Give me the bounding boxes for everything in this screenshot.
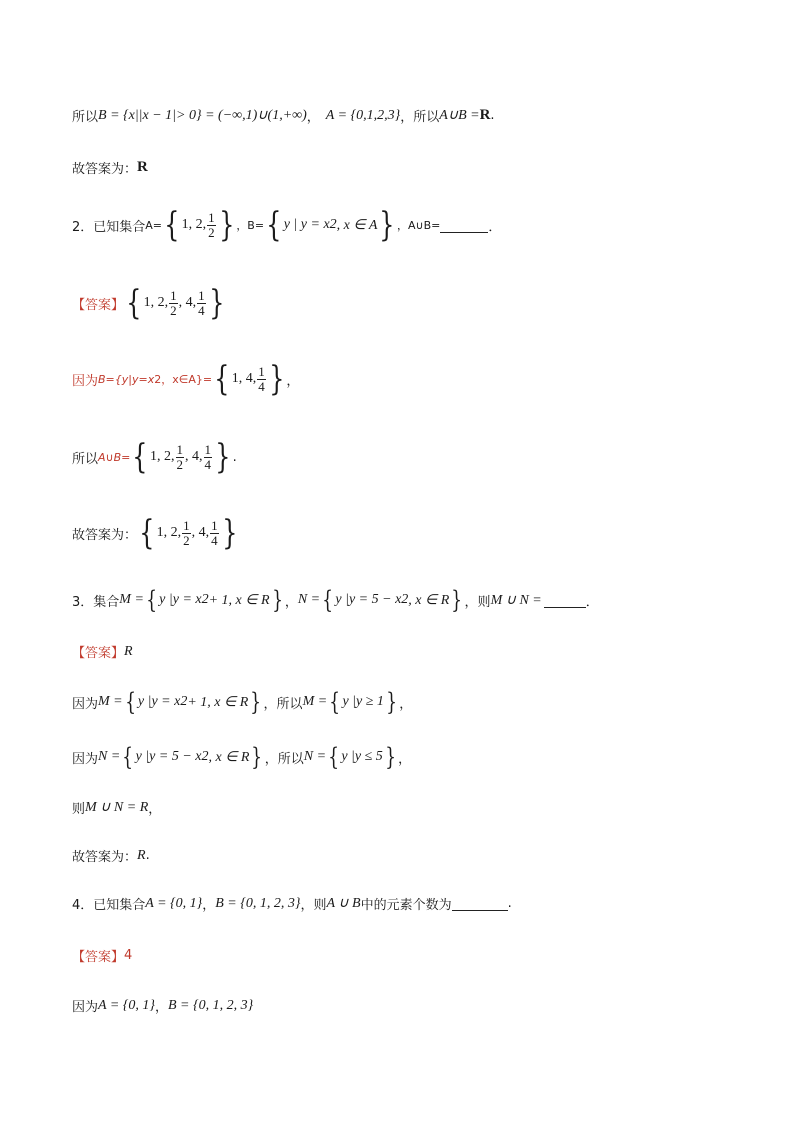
answer-value: 4 <box>124 948 133 963</box>
math-expression: 1, 2, <box>143 295 169 310</box>
text: 故答案为： <box>72 527 138 543</box>
brace: { <box>266 205 282 245</box>
question-2 <box>72 205 502 245</box>
answer-tag: 【答案】 <box>72 950 125 965</box>
math-expression: + 1, x ∈ R <box>187 694 249 710</box>
brace: { <box>146 586 157 614</box>
text: ， <box>148 802 162 817</box>
answer-blank <box>452 896 508 911</box>
fraction: $\frac{1}{2}$ <box>208 209 215 240</box>
text: ， <box>154 1000 168 1015</box>
text: ， <box>399 696 413 712</box>
math-expression: A = {0,1,2,3} <box>325 107 401 123</box>
math-expression: M = <box>119 592 144 607</box>
math-expression: M = <box>98 694 123 709</box>
superscript: 2 <box>201 592 209 607</box>
math-expression: B = {x||x − 1|> 0} = (−∞,1)∪(1,+∞) <box>98 108 307 123</box>
superscript: 2 <box>180 694 188 709</box>
question-3 <box>72 588 599 612</box>
math-expression: y |y = x <box>159 592 202 607</box>
text: . <box>145 848 150 863</box>
reason-3b <box>72 745 411 769</box>
brace: { <box>328 743 340 771</box>
text: ， <box>202 898 216 913</box>
math-expression: y |y ≥ 1 <box>342 694 384 709</box>
math-expression: , 4, <box>191 525 210 540</box>
text: ，所以 <box>264 751 304 767</box>
brace: { <box>126 283 142 323</box>
brace: } <box>221 513 238 553</box>
text: ，则 <box>464 594 491 610</box>
answer-tag: 【答案】 <box>72 646 125 661</box>
math-expression: R <box>124 643 133 659</box>
reason-4 <box>72 996 253 1015</box>
math-expression: 1, 2, <box>150 449 175 464</box>
math-expression: , x ∈ R <box>408 592 450 608</box>
math-expression: y |y = 5 − x <box>135 749 202 764</box>
text: ． <box>585 594 599 610</box>
math-expression: R <box>137 159 148 175</box>
brace: { <box>132 437 148 477</box>
brace: { <box>214 359 230 399</box>
math-expression: M ∪ N = R <box>85 800 149 815</box>
math-expression: , x ∈ R <box>208 749 250 765</box>
fraction: $\frac{1}{4}$ <box>204 441 211 472</box>
math-expression: N = <box>303 749 327 764</box>
text: 则 <box>72 802 86 817</box>
reason-3a <box>72 690 412 714</box>
math-expression: y | y = x <box>283 217 330 232</box>
text: 故答案为： <box>72 162 138 177</box>
text: ，所以 <box>263 696 303 712</box>
answer-3 <box>72 642 133 661</box>
math-expression: A = {0, 1} <box>145 895 203 911</box>
fraction: $\frac{1}{4}$ <box>211 517 218 548</box>
answer-4 <box>72 946 132 965</box>
math-expression: N = <box>297 592 321 607</box>
solution-line-1 <box>72 106 495 125</box>
text: ． <box>488 219 502 235</box>
fraction: $\frac{1}{2}$ <box>170 287 177 318</box>
text: 中的元素个数为 <box>360 898 452 913</box>
text: . <box>232 449 237 465</box>
question-4 <box>72 894 512 913</box>
math-expression: 1, 4, <box>231 371 257 386</box>
math-expression: A = {0, 1} <box>98 997 155 1013</box>
superscript: 2 <box>154 372 162 386</box>
brace: } <box>208 283 225 323</box>
text: 所以 <box>72 110 99 125</box>
brace: } <box>250 688 262 716</box>
question-number: 2．已知集合 <box>72 219 146 235</box>
math-expression: B = {0, 1, 2, 3} <box>167 997 254 1013</box>
brace: { <box>124 688 136 716</box>
text: ， <box>286 373 300 389</box>
math-expression: B={y|y=x <box>98 372 155 386</box>
text: . <box>507 896 512 911</box>
answer-2 <box>72 283 226 323</box>
text: 因为 <box>72 751 99 767</box>
math-expression: M = <box>302 694 328 709</box>
superscript: 2 <box>401 592 409 607</box>
fraction: $\frac{1}{2}$ <box>176 441 183 472</box>
fraction: $\frac{1}{2}$ <box>183 517 190 548</box>
text: . <box>490 108 495 123</box>
question-number: 4．已知集合 <box>72 898 146 913</box>
math-expression: N = <box>98 749 121 764</box>
math-expression: ，x∈A}= <box>161 373 213 386</box>
math-expression: , x ∈ A <box>336 217 378 233</box>
solution-2 <box>72 437 237 477</box>
final-answer-3 <box>72 846 150 865</box>
text: 因为 <box>72 373 99 389</box>
math-expression: B = {0, 1, 2, 3} <box>215 895 301 911</box>
final-answer-2 <box>72 513 239 553</box>
text: ， <box>284 594 298 610</box>
text: A= <box>145 218 163 232</box>
final-answer-line-1 <box>72 158 148 177</box>
text: ， <box>398 751 412 767</box>
text: ，所以 <box>400 110 440 125</box>
brace: { <box>329 688 341 716</box>
brace: } <box>218 205 235 245</box>
brace: } <box>251 743 263 771</box>
text: 因为 <box>72 1000 99 1015</box>
fraction: $\frac{1}{4}$ <box>198 287 205 318</box>
math-expression: M ∪ N = <box>490 592 542 608</box>
math-expression: y |y = 5 − x <box>335 592 402 607</box>
math-expression: y |y ≤ 5 <box>341 749 383 764</box>
math-expression: A∪B= <box>98 450 131 464</box>
question-number: 3．集合 <box>72 594 120 610</box>
brace: } <box>268 359 285 399</box>
text: ，A∪B= <box>397 219 441 232</box>
text: 所以 <box>72 451 99 467</box>
brace: { <box>164 205 180 245</box>
brace: { <box>122 743 134 771</box>
reason-2 <box>72 359 300 399</box>
answer-blank <box>440 218 488 233</box>
math-expression: + 1, x ∈ R <box>208 592 270 608</box>
math-expression: R <box>479 107 491 123</box>
brace: } <box>379 205 395 245</box>
text: ，则 <box>300 898 327 913</box>
text: ， <box>306 110 320 125</box>
fraction: $\frac{1}{4}$ <box>258 363 265 394</box>
brace: { <box>322 586 334 614</box>
brace: } <box>451 586 463 614</box>
superscript: 2 <box>329 217 337 232</box>
brace: } <box>386 688 397 716</box>
math-expression: 1, 2, <box>181 217 207 232</box>
text: ，B= <box>236 219 265 232</box>
math-expression: y |y = x <box>137 694 181 709</box>
math-expression: , 4, <box>185 449 203 464</box>
text: 因为 <box>72 696 99 712</box>
brace: } <box>385 743 396 771</box>
math-expression: 1, 2, <box>156 525 182 540</box>
answer-tag: 【答案】 <box>72 297 125 313</box>
superscript: 2 <box>201 749 209 764</box>
text: 故答案为： <box>72 850 138 865</box>
math-expression: A∪B = <box>439 108 480 123</box>
math-expression: R <box>137 847 146 863</box>
answer-blank <box>544 593 586 608</box>
brace: { <box>139 513 155 553</box>
math-expression: , 4, <box>178 295 197 310</box>
brace: } <box>271 586 283 614</box>
brace: } <box>215 437 231 477</box>
math-expression: A ∪ B <box>326 896 361 911</box>
reason-3c <box>72 798 161 817</box>
